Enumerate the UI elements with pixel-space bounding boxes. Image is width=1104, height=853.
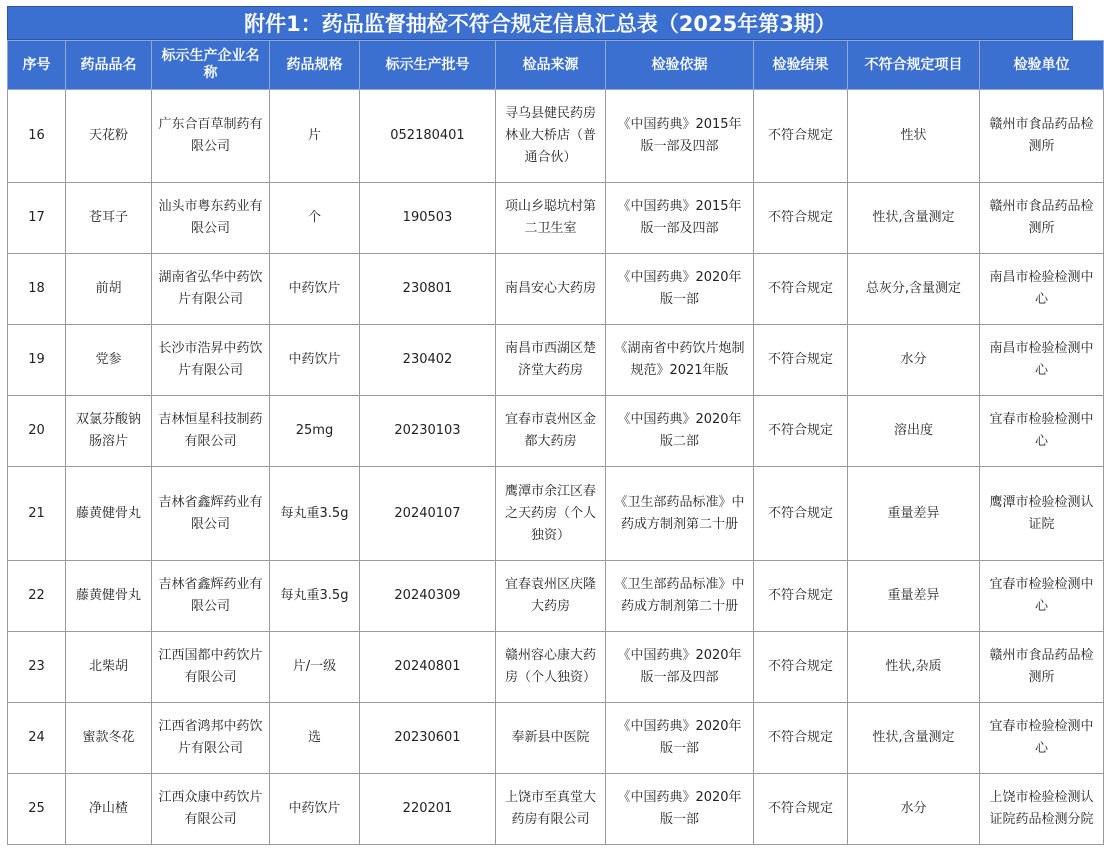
table-cell: 不符合规定	[754, 632, 848, 703]
table-cell: 总灰分,含量测定	[848, 254, 980, 325]
table-cell: 上饶市至真堂大药房有限公司	[496, 774, 606, 845]
table-cell: 性状,含量测定	[848, 703, 980, 774]
header-cell: 不符合规定项目	[848, 41, 980, 90]
table-cell: 赣州容心康大药房（个人独资）	[496, 632, 606, 703]
table-cell: 不符合规定	[754, 325, 848, 396]
header-row	[8, 41, 1104, 90]
table-cell: 《中国药典》2015年版一部及四部	[606, 183, 754, 254]
table-cell: 党参	[66, 325, 152, 396]
table-cell: 鹰潭市余江区春之天药房（个人独资）	[496, 467, 606, 561]
table-cell: 052180401	[360, 90, 496, 183]
table-cell: 《中国药典》2020年版一部	[606, 703, 754, 774]
table-cell: 南昌市西湖区楚济堂大药房	[496, 325, 606, 396]
report-container	[7, 6, 1094, 845]
table-cell: 前胡	[66, 254, 152, 325]
table-cell: 蜜款冬花	[66, 703, 152, 774]
table-cell: 20230601	[360, 703, 496, 774]
table-cell: 《湖南省中药饮片炮制规范》2021年版	[606, 325, 754, 396]
table-cell: 选	[270, 703, 360, 774]
inspection-table	[7, 40, 1104, 845]
table-cell: 南昌市检验检测中心	[980, 254, 1104, 325]
table-cell: 不符合规定	[754, 703, 848, 774]
table-row	[8, 467, 1104, 561]
table-row	[8, 254, 1104, 325]
table-cell: 重量差异	[848, 561, 980, 632]
table-cell: 吉林省鑫辉药业有限公司	[152, 561, 270, 632]
table-cell: 19	[8, 325, 66, 396]
table-cell: 《中国药典》2020年版二部	[606, 396, 754, 467]
table-cell: 《中国药典》2015年版一部及四部	[606, 90, 754, 183]
table-cell: 每丸重3.5g	[270, 467, 360, 561]
table-row	[8, 90, 1104, 183]
table-cell: 190503	[360, 183, 496, 254]
table-cell: 20240309	[360, 561, 496, 632]
table-cell: 项山乡聪坑村第二卫生室	[496, 183, 606, 254]
table-cell: 不符合规定	[754, 396, 848, 467]
header-cell: 药品规格	[270, 41, 360, 90]
table-cell: 230402	[360, 325, 496, 396]
header-cell: 检验单位	[980, 41, 1104, 90]
table-cell: 不符合规定	[754, 183, 848, 254]
table-cell: 不符合规定	[754, 467, 848, 561]
table-cell: 不符合规定	[754, 774, 848, 845]
table-cell: 江西国都中药饮片有限公司	[152, 632, 270, 703]
table-cell: 北柴胡	[66, 632, 152, 703]
table-cell: 17	[8, 183, 66, 254]
table-body	[8, 90, 1104, 845]
table-title: 附件1：药品监督抽检不符合规定信息汇总表（2025年第3期）	[7, 6, 1073, 40]
table-cell: 230801	[360, 254, 496, 325]
table-cell: 上饶市检验检测认证院药品检测分院	[980, 774, 1104, 845]
table-row	[8, 325, 1104, 396]
table-cell: 净山楂	[66, 774, 152, 845]
table-cell: 21	[8, 467, 66, 561]
table-cell: 性状	[848, 90, 980, 183]
table-cell: 汕头市粤东药业有限公司	[152, 183, 270, 254]
table-cell: 《中国药典》2020年版一部及四部	[606, 632, 754, 703]
table-cell: 性状,含量测定	[848, 183, 980, 254]
table-cell: 江西省鸿邦中药饮片有限公司	[152, 703, 270, 774]
table-cell: 重量差异	[848, 467, 980, 561]
table-cell: 宜春市检验检测中心	[980, 396, 1104, 467]
table-cell: 中药饮片	[270, 774, 360, 845]
table-cell: 藤黄健骨丸	[66, 561, 152, 632]
table-cell: 20240801	[360, 632, 496, 703]
table-cell: 20	[8, 396, 66, 467]
table-cell: 宜春市检验检测中心	[980, 561, 1104, 632]
table-cell: 个	[270, 183, 360, 254]
table-cell: 《卫生部药品标准》中药成方制剂第二十册	[606, 467, 754, 561]
table-cell: 吉林省鑫辉药业有限公司	[152, 467, 270, 561]
table-cell: 24	[8, 703, 66, 774]
table-cell: 吉林恒星科技制药有限公司	[152, 396, 270, 467]
table-cell: 南昌市检验检测中心	[980, 325, 1104, 396]
table-cell: 《中国药典》2020年版一部	[606, 254, 754, 325]
table-row	[8, 396, 1104, 467]
table-cell: 16	[8, 90, 66, 183]
table-cell: 赣州市食品药品检测所	[980, 183, 1104, 254]
table-cell: 片	[270, 90, 360, 183]
table-row	[8, 561, 1104, 632]
table-cell: 湖南省弘华中药饮片有限公司	[152, 254, 270, 325]
table-cell: 《中国药典》2020年版一部	[606, 774, 754, 845]
table-cell: 溶出度	[848, 396, 980, 467]
table-cell: 22	[8, 561, 66, 632]
table-row	[8, 183, 1104, 254]
table-cell: 宜春市袁州区金都大药房	[496, 396, 606, 467]
header-cell: 标示生产批号	[360, 41, 496, 90]
table-cell: 水分	[848, 774, 980, 845]
table-cell: 宜春袁州区庆隆大药房	[496, 561, 606, 632]
table-cell: 苍耳子	[66, 183, 152, 254]
table-cell: 每丸重3.5g	[270, 561, 360, 632]
table-cell: 中药饮片	[270, 254, 360, 325]
table-cell: 寻乌县健民药房林业大桥店（普通合伙）	[496, 90, 606, 183]
header-cell: 检验结果	[754, 41, 848, 90]
table-row	[8, 632, 1104, 703]
table-cell: 25mg	[270, 396, 360, 467]
table-cell: 220201	[360, 774, 496, 845]
table-cell: 天花粉	[66, 90, 152, 183]
header-cell: 药品品名	[66, 41, 152, 90]
table-cell: 奉新县中医院	[496, 703, 606, 774]
table-cell: 性状,杂质	[848, 632, 980, 703]
table-cell: 18	[8, 254, 66, 325]
table-cell: 鹰潭市检验检测认证院	[980, 467, 1104, 561]
table-cell: 不符合规定	[754, 561, 848, 632]
table-cell: 南昌安心大药房	[496, 254, 606, 325]
table-row	[8, 774, 1104, 845]
table-cell: 广东合百草制药有限公司	[152, 90, 270, 183]
table-cell: 25	[8, 774, 66, 845]
table-cell: 水分	[848, 325, 980, 396]
table-cell: 双氯芬酸钠肠溶片	[66, 396, 152, 467]
table-cell: 宜春市检验检测中心	[980, 703, 1104, 774]
table-cell: 江西众康中药饮片有限公司	[152, 774, 270, 845]
table-row	[8, 703, 1104, 774]
table-cell: 23	[8, 632, 66, 703]
table-cell: 不符合规定	[754, 90, 848, 183]
table-cell: 赣州市食品药品检测所	[980, 90, 1104, 183]
table-cell: 中药饮片	[270, 325, 360, 396]
table-cell: 赣州市食品药品检测所	[980, 632, 1104, 703]
table-cell: 《卫生部药品标准》中药成方制剂第二十册	[606, 561, 754, 632]
table-cell: 藤黄健骨丸	[66, 467, 152, 561]
header-cell: 检品来源	[496, 41, 606, 90]
header-cell: 检验依据	[606, 41, 754, 90]
table-cell: 长沙市浩昇中药饮片有限公司	[152, 325, 270, 396]
table-cell: 不符合规定	[754, 254, 848, 325]
header-cell: 序号	[8, 41, 66, 90]
table-cell: 20240107	[360, 467, 496, 561]
table-cell: 片/一级	[270, 632, 360, 703]
table-cell: 20230103	[360, 396, 496, 467]
header-cell: 标示生产企业名称	[152, 41, 270, 90]
